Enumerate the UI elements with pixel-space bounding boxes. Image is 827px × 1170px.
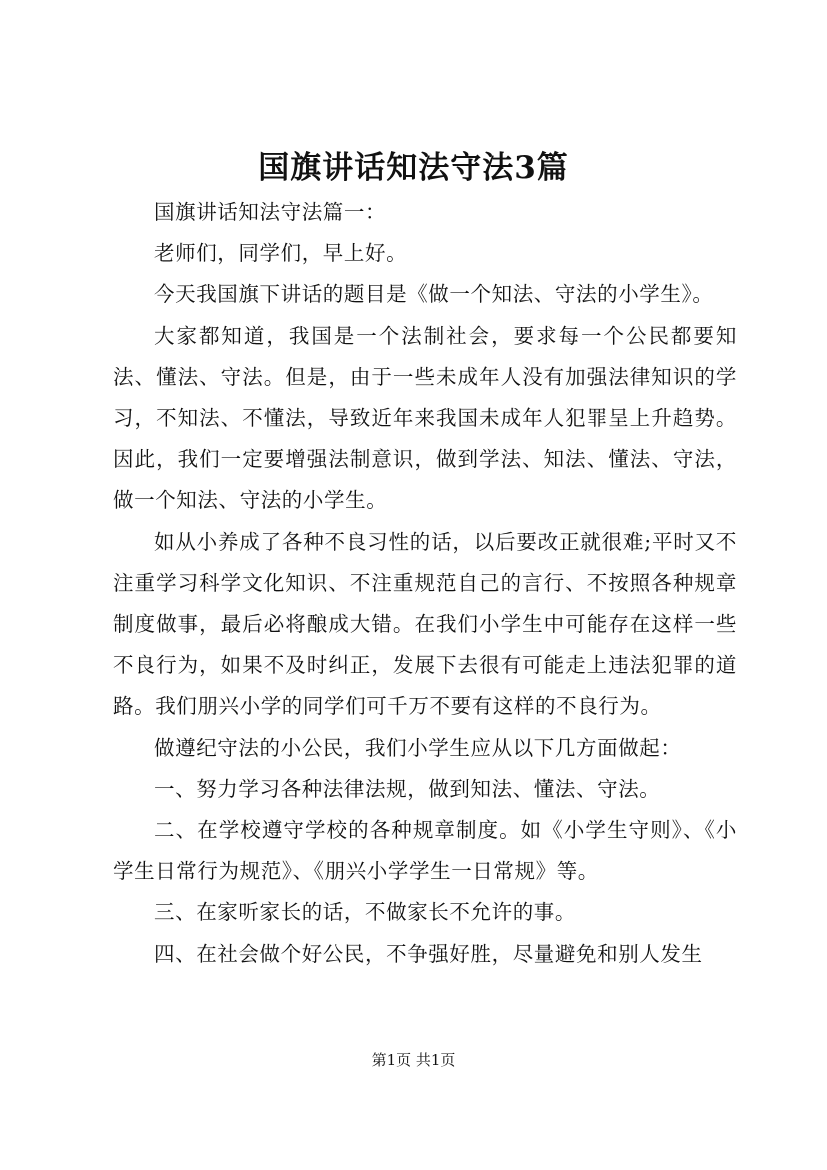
paragraph-list-item: 二、在学校遵守学校的各种规章制度。如《小学生守则》、《小学生日常行为规范》、《朋兴小学学生一日常规》等。 — [113, 818, 737, 884]
paragraph-topic: 今天我国旗下讲话的题目是《做一个知法、守法的小学生》。 — [154, 282, 714, 307]
paragraph-list-item: 三、在家听家长的话，不做家长不允许的事。 — [154, 900, 576, 925]
paragraph-list-item: 四、在社会做个好公民，不争强好胜，尽量避免和别人发生 — [154, 941, 703, 966]
paragraph-heading: 国旗讲话知法守法篇一： — [154, 200, 387, 224]
paragraph-body: 如从小养成了各种不良习性的话，以后要改正就很难;平时又不注重学习科学文化知识、不注重规范自己的言行、不按照各种规章制度做事，最后必将酿成大错。在我们小学生中可能存在这样一些不良行为，如果不及时纠正，发展下去很有可能走上违法犯罪的道路。我们朋兴小学的同学们可千万不要有这样的不良行为。 — [113, 529, 737, 719]
document-title: 国旗讲话知法守法3篇 — [258, 150, 569, 186]
paragraph-body: 大家都知道，我国是一个法制社会，要求每一个公民都要知法、懂法、守法。但是，由于一些未成年人没有加强法律知识的学习，不知法、不懂法，导致近年来我国未成年人犯罪呈上升趋势。因此，我们一定要增强法制意识，做到学法、知法、懂法、守法，做一个知法、守法的小学生。 — [113, 323, 737, 513]
page-footer: 第1页 共1页 — [371, 1051, 456, 1069]
document-body — [113, 192, 737, 975]
paragraph-intro-list: 做遵纪守法的小公民，我们小学生应从以下几方面做起： — [154, 735, 682, 760]
paragraph-greeting: 老师们，同学们，早上好。 — [154, 241, 408, 266]
paragraph-list-item: 一、努力学习各种法律法规，做到知法、懂法、守法。 — [154, 776, 661, 801]
